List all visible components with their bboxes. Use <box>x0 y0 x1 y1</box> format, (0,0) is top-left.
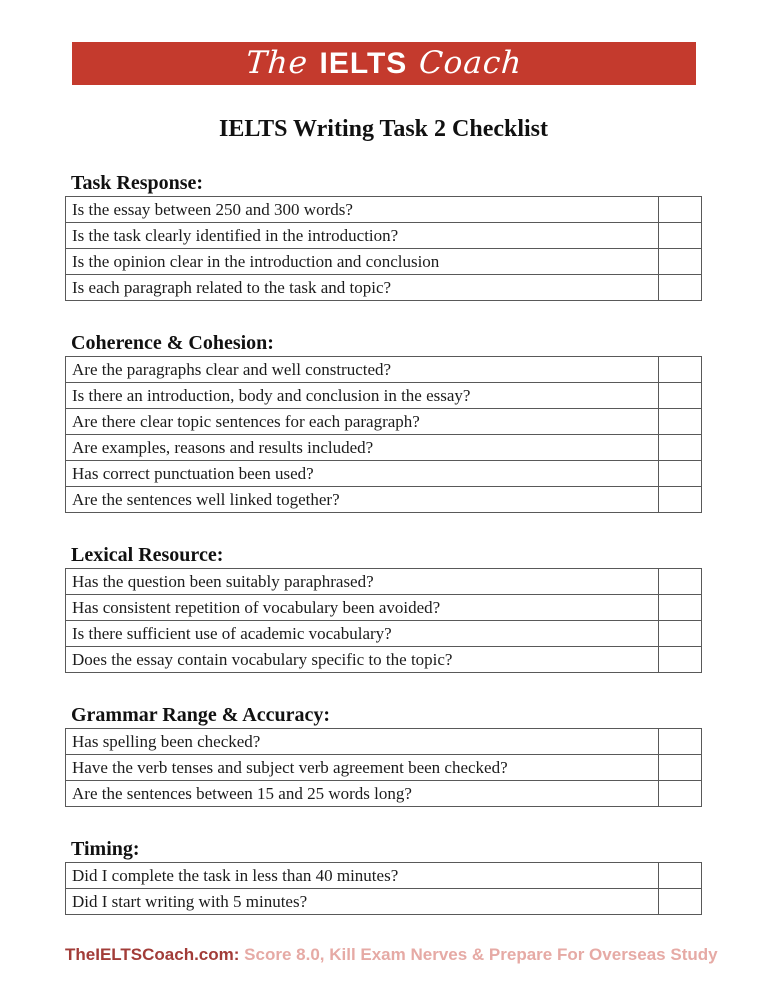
question-text: Is the essay between 250 and 300 words? <box>66 197 659 223</box>
question-text: Are the paragraphs clear and well constructed? <box>66 357 659 383</box>
checklist-body <box>65 171 702 915</box>
checkbox-cell[interactable] <box>659 755 702 781</box>
checklist-row <box>66 781 702 807</box>
section-coherence-cohesion <box>65 331 702 513</box>
checklist-table <box>65 862 702 915</box>
checkbox-cell[interactable] <box>659 621 702 647</box>
logo-coach: Coach <box>418 45 524 81</box>
checklist-row <box>66 435 702 461</box>
checkbox-cell[interactable] <box>659 863 702 889</box>
question-text: Are there clear topic sentences for each paragraph? <box>66 409 659 435</box>
section-timing <box>65 837 702 915</box>
question-text: Does the essay contain vocabulary specific to the topic? <box>66 647 659 673</box>
checklist-table <box>65 196 702 301</box>
checklist-row <box>66 729 702 755</box>
question-text: Has spelling been checked? <box>66 729 659 755</box>
checkbox-cell[interactable] <box>659 435 702 461</box>
checklist-row <box>66 889 702 915</box>
checkbox-cell[interactable] <box>659 275 702 301</box>
checkbox-cell[interactable] <box>659 781 702 807</box>
checkbox-cell[interactable] <box>659 197 702 223</box>
question-text: Have the verb tenses and subject verb agreement been checked? <box>66 755 659 781</box>
section-task-response <box>65 171 702 301</box>
checklist-row <box>66 249 702 275</box>
checkbox-cell[interactable] <box>659 223 702 249</box>
logo-the: The <box>244 45 309 81</box>
checkbox-cell[interactable] <box>659 461 702 487</box>
section-lexical-resource <box>65 543 702 673</box>
checklist-row <box>66 755 702 781</box>
question-text: Did I complete the task in less than 40 minutes? <box>66 863 659 889</box>
checkbox-cell[interactable] <box>659 357 702 383</box>
checkbox-cell[interactable] <box>659 409 702 435</box>
section-heading: Coherence & Cohesion: <box>71 332 274 354</box>
checklist-row <box>66 223 702 249</box>
checkbox-cell[interactable] <box>659 487 702 513</box>
section-heading: Lexical Resource: <box>71 544 224 566</box>
question-text: Has correct punctuation been used? <box>66 461 659 487</box>
checklist-row <box>66 357 702 383</box>
question-text: Are the sentences between 15 and 25 words long? <box>66 781 659 807</box>
question-text: Is the opinion clear in the introduction and conclusion <box>66 249 659 275</box>
checklist-row <box>66 197 702 223</box>
checkbox-cell[interactable] <box>659 383 702 409</box>
section-grammar-range-accuracy <box>65 703 702 807</box>
question-text: Has consistent repetition of vocabulary been avoided? <box>66 595 659 621</box>
checklist-table <box>65 568 702 673</box>
checkbox-cell[interactable] <box>659 889 702 915</box>
checklist-row <box>66 409 702 435</box>
checkbox-cell[interactable] <box>659 647 702 673</box>
checklist-table <box>65 728 702 807</box>
checkbox-cell[interactable] <box>659 729 702 755</box>
page-title: IELTS Writing Task 2 Checklist <box>218 116 549 142</box>
checkbox-cell[interactable] <box>659 569 702 595</box>
section-heading: Grammar Range & Accuracy: <box>71 704 331 726</box>
checklist-row <box>66 569 702 595</box>
checklist-row <box>66 595 702 621</box>
footer-tagline: Score 8.0, Kill Exam Nerves & Prepare For Overseas Study <box>244 945 718 964</box>
checklist-row <box>66 461 702 487</box>
footer-site-link[interactable]: TheIELTSCoach.com: <box>65 945 240 964</box>
question-text: Has the question been suitably paraphrased? <box>66 569 659 595</box>
question-text: Is there sufficient use of academic vocabulary? <box>66 621 659 647</box>
question-text: Are examples, reasons and results included? <box>66 435 659 461</box>
checklist-row <box>66 647 702 673</box>
checkbox-cell[interactable] <box>659 249 702 275</box>
logo-ielts: IELTS <box>319 46 408 80</box>
section-heading: Task Response: <box>71 172 204 194</box>
question-text: Is each paragraph related to the task and topic? <box>66 275 659 301</box>
question-text: Is there an introduction, body and conclusion in the essay? <box>66 383 659 409</box>
checkbox-cell[interactable] <box>659 595 702 621</box>
footer <box>65 945 718 965</box>
brand-banner <box>72 42 696 85</box>
section-heading: Timing: <box>71 838 140 860</box>
checklist-row <box>66 383 702 409</box>
checklist-row <box>66 621 702 647</box>
checklist-row <box>66 487 702 513</box>
question-text: Is the task clearly identified in the introduction? <box>66 223 659 249</box>
question-text: Are the sentences well linked together? <box>66 487 659 513</box>
checklist-table <box>65 356 702 513</box>
checklist-row <box>66 275 702 301</box>
checklist-row <box>66 863 702 889</box>
question-text: Did I start writing with 5 minutes? <box>66 889 659 915</box>
